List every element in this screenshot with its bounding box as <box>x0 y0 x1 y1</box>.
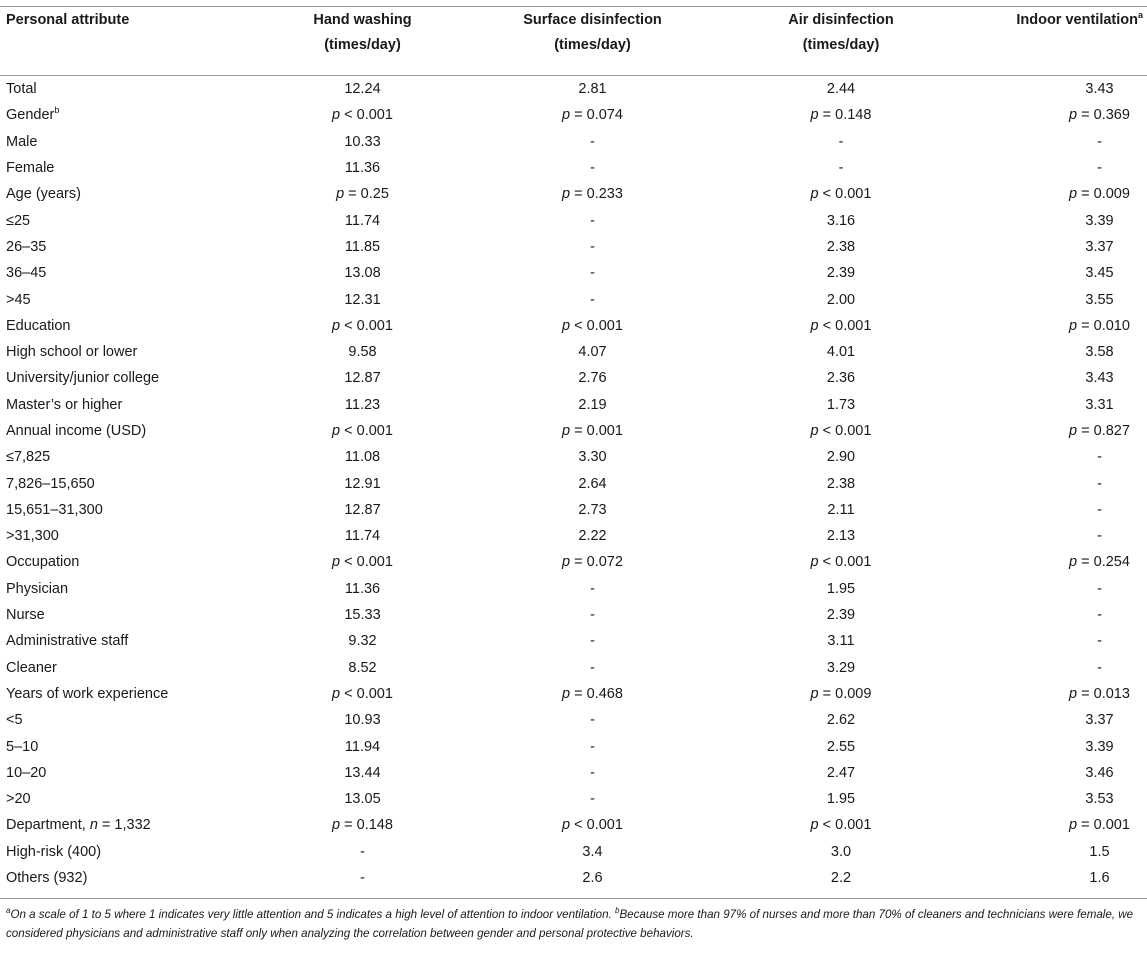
cell-hand-washing: 11.94 <box>344 738 381 755</box>
row-label: Nurse <box>6 607 45 624</box>
cell-surface-disinfection: 2.64 <box>578 475 607 492</box>
cell-indoor-ventilation: - <box>1097 633 1102 650</box>
cell-surface-disinfection: - <box>590 133 595 150</box>
cell-surface-disinfection: p < 0.001 <box>562 817 623 834</box>
cell-surface-disinfection: - <box>590 791 595 808</box>
cell-indoor-ventilation: p = 0.254 <box>1069 554 1130 571</box>
cell-surface-disinfection: - <box>590 265 595 282</box>
row-label: Age (years) <box>6 186 81 203</box>
cell-hand-washing: 13.44 <box>344 764 381 781</box>
cell-hand-washing: 12.31 <box>344 291 381 308</box>
row-label: ≤7,825 <box>6 449 51 466</box>
cell-indoor-ventilation: p = 0.010 <box>1069 317 1130 334</box>
table-row <box>0 129 1147 155</box>
row-label: 15,651–31,300 <box>6 501 103 518</box>
cell-air-disinfection: 3.11 <box>827 633 855 650</box>
cell-indoor-ventilation: - <box>1097 501 1102 518</box>
cell-hand-washing: 13.08 <box>344 265 381 282</box>
cell-hand-washing: 11.36 <box>344 160 381 177</box>
footnote-a: On a scale of 1 to 5 where 1 indicates very little attention and 5 indicates a high level of attention to indoor ventilation. <box>10 908 615 921</box>
cell-surface-disinfection: - <box>590 238 595 255</box>
table-row <box>0 628 1147 654</box>
cell-hand-washing: 11.23 <box>344 396 381 413</box>
cell-air-disinfection: 2.55 <box>826 738 856 755</box>
cell-hand-washing: p < 0.001 <box>332 685 393 702</box>
row-label: Department, n = 1,332 <box>6 817 151 834</box>
row-label: >45 <box>6 291 31 308</box>
cell-indoor-ventilation: 3.58 <box>1085 344 1114 361</box>
cell-indoor-ventilation: - <box>1097 160 1102 177</box>
cell-air-disinfection: - <box>838 133 844 150</box>
cell-hand-washing: 8.52 <box>348 659 377 676</box>
row-label: Others (932) <box>6 870 88 887</box>
row-label: 26–35 <box>6 238 47 255</box>
table-row <box>0 234 1147 260</box>
table-row <box>0 786 1147 812</box>
cell-indoor-ventilation: - <box>1097 580 1102 597</box>
row-label: >31,300 <box>6 528 59 545</box>
cell-hand-washing: - <box>360 870 365 887</box>
cell-surface-disinfection: - <box>590 160 595 177</box>
row-label: <5 <box>6 712 23 729</box>
cell-air-disinfection: p < 0.001 <box>810 317 872 334</box>
cell-air-disinfection: 2.39 <box>826 265 856 282</box>
table-row <box>0 602 1147 628</box>
table-row <box>0 444 1147 470</box>
row-label: Annual income (USD) <box>6 423 147 439</box>
cell-indoor-ventilation: p = 0.009 <box>1069 186 1130 203</box>
cell-indoor-ventilation: 3.39 <box>1085 212 1114 229</box>
row-label: High-risk (400) <box>6 843 102 860</box>
row-label: Years of work experience <box>6 685 169 702</box>
cell-air-disinfection: 2.11 <box>827 501 855 518</box>
header-air-disinfection: Air disinfection (times/day) <box>788 12 894 53</box>
header-personal-attribute: Personal attribute <box>6 12 130 28</box>
cell-indoor-ventilation: - <box>1097 607 1102 624</box>
cell-hand-washing: 13.05 <box>344 791 381 808</box>
cell-indoor-ventilation: 3.37 <box>1085 238 1114 255</box>
cell-surface-disinfection: p < 0.001 <box>562 317 623 334</box>
cell-hand-washing: 9.32 <box>348 633 377 650</box>
cell-hand-washing: 11.74 <box>344 528 381 545</box>
cell-indoor-ventilation: p = 0.369 <box>1069 107 1130 124</box>
cell-indoor-ventilation: - <box>1097 475 1102 492</box>
footnote-b-marker: b <box>615 906 620 915</box>
cell-hand-washing: p < 0.001 <box>332 107 393 124</box>
cell-hand-washing: 11.85 <box>344 238 381 255</box>
cell-indoor-ventilation: 3.46 <box>1085 764 1114 781</box>
cell-indoor-ventilation: 3.37 <box>1085 712 1114 729</box>
cell-hand-washing: 12.91 <box>344 475 381 492</box>
table-row <box>0 760 1147 786</box>
cell-surface-disinfection: - <box>590 580 595 597</box>
cell-air-disinfection: 2.00 <box>826 291 856 308</box>
table-body <box>0 72 1147 891</box>
cell-indoor-ventilation: 3.53 <box>1085 791 1114 808</box>
cell-surface-disinfection: 2.22 <box>578 528 607 545</box>
row-label: ≤25 <box>6 212 31 229</box>
cell-surface-disinfection: 4.07 <box>578 344 607 361</box>
table-row <box>0 470 1147 496</box>
cell-surface-disinfection: - <box>590 212 595 229</box>
cell-air-disinfection: 2.38 <box>826 475 856 492</box>
cell-air-disinfection: p = 0.148 <box>810 107 872 124</box>
row-label: Cleaner <box>6 659 57 676</box>
row-label: Education <box>6 317 71 334</box>
cell-air-disinfection: 2.39 <box>826 607 856 624</box>
table-row <box>0 155 1147 181</box>
cell-air-disinfection: 2.36 <box>826 370 856 387</box>
cell-surface-disinfection: p = 0.074 <box>562 107 623 124</box>
cell-indoor-ventilation: 3.45 <box>1085 265 1114 282</box>
cell-hand-washing: p < 0.001 <box>332 317 393 334</box>
cell-indoor-ventilation: 3.43 <box>1085 370 1114 387</box>
row-label: Occupation <box>6 554 80 571</box>
footnote-b: Because more than 97% of nurses and more than 70% of cleaners and technicians were female, we considered physicians and administrative staff only when analyzing the correlation between gender and personal protective behaviors. <box>6 908 1134 940</box>
cell-hand-washing: 10.93 <box>344 712 381 729</box>
table-row <box>0 181 1147 207</box>
table-row <box>0 392 1147 418</box>
cell-hand-washing: p = 0.25 <box>336 186 389 203</box>
cell-hand-washing: 12.24 <box>344 81 381 98</box>
cell-indoor-ventilation: - <box>1097 133 1102 150</box>
cell-indoor-ventilation: - <box>1097 449 1102 466</box>
header-indoor-ventilation: Indoor ventilation$^a$ <box>1016 10 1143 28</box>
row-label: High school or lower <box>6 344 138 361</box>
cell-surface-disinfection: 2.76 <box>578 370 607 387</box>
cell-hand-washing: 11.74 <box>344 212 381 229</box>
cell-air-disinfection: 1.95 <box>826 791 856 808</box>
row-label: Total <box>6 81 37 98</box>
cell-surface-disinfection: - <box>590 291 595 308</box>
table-row <box>0 339 1147 365</box>
cell-surface-disinfection: p = 0.001 <box>562 423 623 439</box>
table-row <box>0 497 1147 523</box>
cell-hand-washing: 11.36 <box>344 580 381 597</box>
row-label: Administrative staff <box>6 633 129 650</box>
cell-indoor-ventilation: 3.31 <box>1085 396 1114 413</box>
cell-indoor-ventilation: p = 0.013 <box>1069 685 1130 702</box>
table-row <box>0 286 1147 312</box>
cell-surface-disinfection: - <box>590 738 595 755</box>
cell-air-disinfection: p < 0.001 <box>810 817 872 834</box>
table-row <box>0 839 1147 865</box>
cell-hand-washing: 15.33 <box>344 607 381 624</box>
cell-indoor-ventilation: 3.39 <box>1085 738 1114 755</box>
header-row <box>0 6 1147 72</box>
cell-surface-disinfection: 2.81 <box>578 81 607 98</box>
cell-air-disinfection: 2.44 <box>826 81 856 98</box>
cell-hand-washing: 12.87 <box>344 501 381 518</box>
table-row <box>0 418 1147 444</box>
table-row <box>0 365 1147 391</box>
row-label: Physician <box>6 580 69 597</box>
cell-surface-disinfection: 2.19 <box>578 396 607 413</box>
cell-air-disinfection: p < 0.001 <box>810 186 872 203</box>
table-row <box>0 523 1147 549</box>
table-row <box>0 207 1147 233</box>
cell-air-disinfection: 2.62 <box>826 712 856 729</box>
row-label: 36–45 <box>6 265 47 282</box>
bottom-rule <box>0 898 1147 899</box>
row-label: 5–10 <box>6 738 39 755</box>
cell-air-disinfection: 2.90 <box>826 449 856 466</box>
cell-air-disinfection: 2.47 <box>826 764 856 781</box>
table-row <box>0 72 1147 102</box>
cell-air-disinfection: 4.01 <box>826 344 856 361</box>
table-row <box>0 812 1147 838</box>
cell-indoor-ventilation: 1.5 <box>1089 843 1110 860</box>
cell-hand-washing: p = 0.148 <box>332 817 393 834</box>
cell-indoor-ventilation: - <box>1097 659 1102 676</box>
cell-surface-disinfection: - <box>590 712 595 729</box>
cell-hand-washing: 9.58 <box>348 344 377 361</box>
cell-hand-washing: p < 0.001 <box>332 554 393 571</box>
cell-surface-disinfection: p = 0.233 <box>562 186 623 203</box>
table-row <box>0 733 1147 759</box>
cell-indoor-ventilation: p = 0.001 <box>1069 817 1130 834</box>
cell-indoor-ventilation: 3.43 <box>1085 81 1114 98</box>
row-label: 7,826–15,650 <box>6 475 95 492</box>
cell-hand-washing: - <box>360 843 365 860</box>
cell-hand-washing: p < 0.001 <box>332 423 393 439</box>
table-row <box>0 865 1147 891</box>
cell-air-disinfection: p = 0.009 <box>810 685 872 702</box>
row-label: Male <box>6 133 38 150</box>
header-hand-washing: Hand washing (times/day) <box>313 12 412 53</box>
table-row <box>0 102 1147 128</box>
cell-hand-washing: 11.08 <box>344 449 381 466</box>
row-label: >20 <box>6 791 31 808</box>
cell-air-disinfection: p < 0.001 <box>810 554 872 571</box>
header-surface-disinfection: Surface disinfection (times/day) <box>523 12 662 53</box>
footnote-marker: b <box>54 105 60 116</box>
table-footnotes <box>6 905 1140 943</box>
table-row <box>0 313 1147 339</box>
cell-surface-disinfection: - <box>590 659 595 676</box>
cell-indoor-ventilation: 1.6 <box>1089 870 1110 887</box>
cell-air-disinfection: 2.2 <box>830 870 852 887</box>
table-row <box>0 576 1147 602</box>
cell-air-disinfection: 3.29 <box>826 659 856 676</box>
table-row <box>0 260 1147 286</box>
cell-surface-disinfection: 2.73 <box>578 501 607 518</box>
cell-indoor-ventilation: p = 0.827 <box>1069 423 1130 439</box>
cell-air-disinfection: 3.16 <box>826 212 856 229</box>
cell-surface-disinfection: 3.30 <box>578 449 607 466</box>
cell-air-disinfection: 2.13 <box>826 528 856 545</box>
row-label: Master’s or higher <box>6 396 123 413</box>
table-row <box>0 707 1147 733</box>
cell-surface-disinfection: p = 0.468 <box>562 685 623 702</box>
table-row <box>0 681 1147 707</box>
cell-air-disinfection: - <box>838 160 844 177</box>
data-table <box>0 6 1147 891</box>
cell-hand-washing: 10.33 <box>344 133 381 150</box>
row-label: University/junior college <box>6 370 160 387</box>
cell-air-disinfection: p < 0.001 <box>810 423 872 439</box>
cell-indoor-ventilation: - <box>1097 528 1102 545</box>
cell-surface-disinfection: - <box>590 607 595 624</box>
cell-surface-disinfection: 3.4 <box>582 843 603 860</box>
cell-air-disinfection: 1.95 <box>826 580 856 597</box>
row-label: 10–20 <box>6 764 47 781</box>
cell-indoor-ventilation: 3.55 <box>1085 291 1114 308</box>
cell-air-disinfection: 1.73 <box>826 396 856 413</box>
row-label: Female <box>6 160 55 177</box>
footnote-a-marker: a <box>6 906 11 915</box>
cell-surface-disinfection: - <box>590 633 595 650</box>
cell-hand-washing: 12.87 <box>344 370 381 387</box>
table-row <box>0 655 1147 681</box>
row-label: Gender$^b$ <box>6 105 60 124</box>
table-row <box>0 549 1147 575</box>
cell-air-disinfection: 3.0 <box>830 843 852 860</box>
cell-surface-disinfection: 2.6 <box>582 870 603 887</box>
cell-air-disinfection: 2.38 <box>826 238 856 255</box>
cell-surface-disinfection: - <box>590 764 595 781</box>
cell-surface-disinfection: p = 0.072 <box>562 554 623 571</box>
